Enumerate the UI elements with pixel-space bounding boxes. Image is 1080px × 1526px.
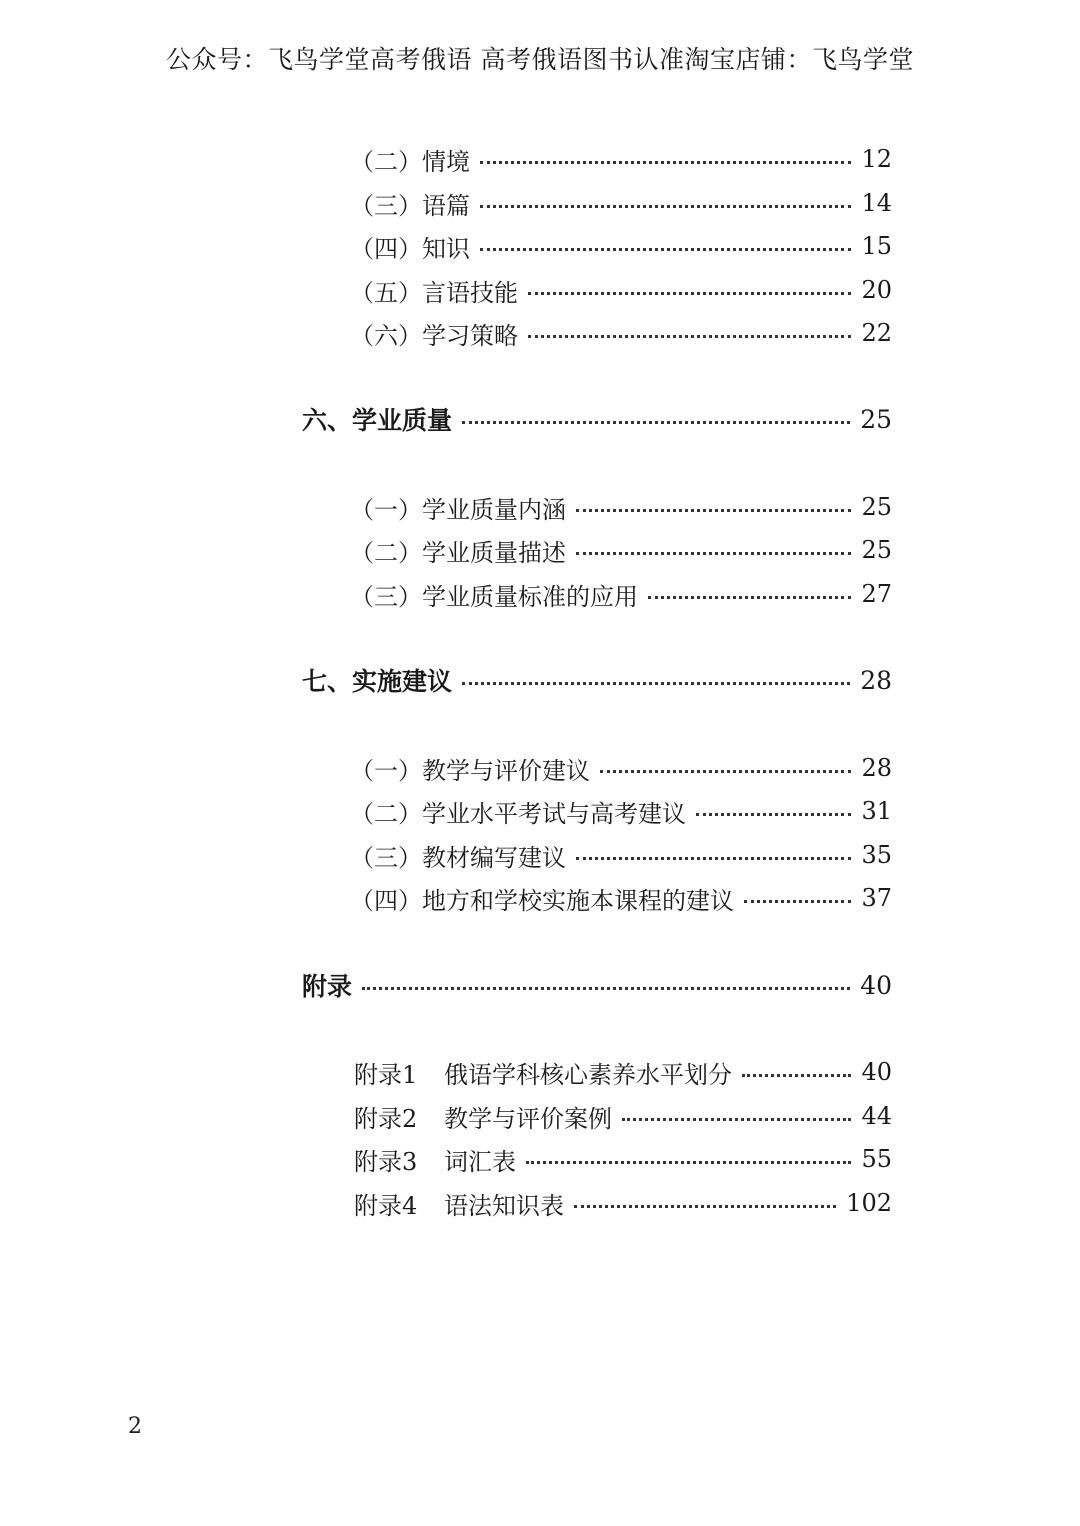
toc-entry-textbook-writing[interactable]	[350, 838, 892, 872]
toc-page-number: 55	[861, 1145, 892, 1173]
dot-leader	[576, 509, 851, 512]
toc-page-number: 14	[861, 189, 892, 217]
toc-entry-label	[354, 1055, 732, 1090]
toc-appendix-1[interactable]	[354, 1055, 892, 1089]
toc-page-number: 12	[861, 145, 892, 173]
dot-leader	[462, 682, 850, 685]
toc-entry-label: （三）语篇	[350, 191, 470, 220]
toc-entry-label: （二）学业质量描述	[350, 538, 566, 567]
page-header: 公众号：飞鸟学堂高考俄语 高考俄语图书认准淘宝店铺：飞鸟学堂	[166, 45, 914, 74]
toc-page-number: 44	[861, 1102, 892, 1130]
toc-page-number: 28	[860, 665, 892, 695]
dot-leader	[600, 770, 851, 773]
toc-entry-label	[354, 1099, 612, 1134]
dot-leader	[744, 900, 851, 903]
toc-entry-quality-connotation[interactable]	[350, 490, 892, 524]
dot-leader	[362, 987, 850, 990]
toc-entry-learning-strategies[interactable]	[350, 316, 892, 350]
toc-appendix-4[interactable]	[354, 1186, 892, 1220]
dot-leader	[576, 552, 851, 555]
toc-chapter-appendix[interactable]	[302, 968, 892, 1002]
toc-page-number: 37	[861, 884, 892, 912]
toc-entry-local-implementation[interactable]	[350, 881, 892, 915]
appendix-tag: 附录4	[354, 1191, 418, 1220]
toc-appendix-3[interactable]	[354, 1142, 892, 1176]
appendix-title: 俄语学科核心素养水平划分	[444, 1060, 732, 1089]
toc-entry-label: （四）知识	[350, 234, 470, 263]
dot-leader	[480, 161, 851, 164]
toc-page-number: 25	[861, 536, 892, 564]
toc-entry-label: （三）教材编写建议	[350, 843, 566, 872]
toc-entry-label	[354, 1186, 564, 1221]
toc-page-number: 31	[861, 797, 892, 825]
dot-leader	[462, 421, 850, 424]
toc-entry-quality-standard-application[interactable]	[350, 577, 892, 611]
toc-chapter-label: 六、学业质量	[302, 406, 453, 435]
toc-entry-quality-description[interactable]	[350, 533, 892, 567]
page-number: 2	[128, 1414, 142, 1439]
toc-entry-knowledge[interactable]	[350, 229, 892, 263]
dot-leader	[480, 248, 851, 251]
toc-entry-label: （六）学习策略	[350, 321, 518, 350]
toc-page-number: 27	[861, 580, 892, 608]
toc-entry-language-skills[interactable]	[350, 273, 892, 307]
appendix-title: 语法知识表	[444, 1191, 564, 1220]
toc-entry-label: （二）学业水平考试与高考建议	[350, 799, 686, 828]
toc-entry-teaching-evaluation[interactable]	[350, 751, 892, 785]
dot-leader	[742, 1074, 851, 1077]
toc-entry-exam-suggestions[interactable]	[350, 794, 892, 828]
toc-page-number: 20	[861, 276, 892, 304]
toc-page-number: 40	[861, 1058, 892, 1086]
toc-page-number: 40	[860, 970, 892, 1000]
dot-leader	[576, 857, 851, 860]
toc-page-number: 25	[860, 404, 892, 434]
dot-leader	[528, 335, 851, 338]
appendix-tag: 附录1	[354, 1060, 418, 1089]
appendix-tag: 附录3	[354, 1147, 418, 1176]
toc-entry-label: （五）言语技能	[350, 278, 518, 307]
toc-chapter-academic-quality[interactable]	[302, 402, 892, 436]
toc-entry-label: （一）学业质量内涵	[350, 495, 566, 524]
toc-entry-label: （一）教学与评价建议	[350, 756, 590, 785]
dot-leader	[622, 1118, 851, 1121]
toc-entry-situation[interactable]	[350, 142, 892, 176]
dot-leader	[528, 292, 851, 295]
toc-entry-label: （二）情境	[350, 147, 470, 176]
dot-leader	[696, 813, 851, 816]
toc-entry-discourse[interactable]	[350, 186, 892, 220]
toc-page-number: 35	[861, 841, 892, 869]
toc-page-number: 25	[861, 493, 892, 521]
toc-chapter-label: 附录	[302, 972, 353, 1001]
appendix-tag: 附录2	[354, 1104, 418, 1133]
appendix-title: 教学与评价案例	[444, 1104, 612, 1133]
dot-leader	[526, 1161, 851, 1164]
dot-leader	[574, 1205, 836, 1208]
toc-chapter-label: 七、实施建议	[302, 667, 453, 696]
toc-page-number: 102	[846, 1189, 892, 1217]
appendix-title: 词汇表	[444, 1147, 516, 1176]
toc-entry-label	[354, 1142, 516, 1177]
dot-leader	[648, 596, 851, 599]
dot-leader	[480, 205, 851, 208]
toc-entry-label: （四）地方和学校实施本课程的建议	[350, 886, 734, 915]
toc-page-number: 28	[861, 754, 892, 782]
toc-appendix-2[interactable]	[354, 1099, 892, 1133]
toc-chapter-implementation[interactable]	[302, 663, 892, 697]
toc-page-number: 22	[861, 319, 892, 347]
toc-page-number: 15	[861, 232, 892, 260]
toc-entry-label: （三）学业质量标准的应用	[350, 582, 638, 611]
